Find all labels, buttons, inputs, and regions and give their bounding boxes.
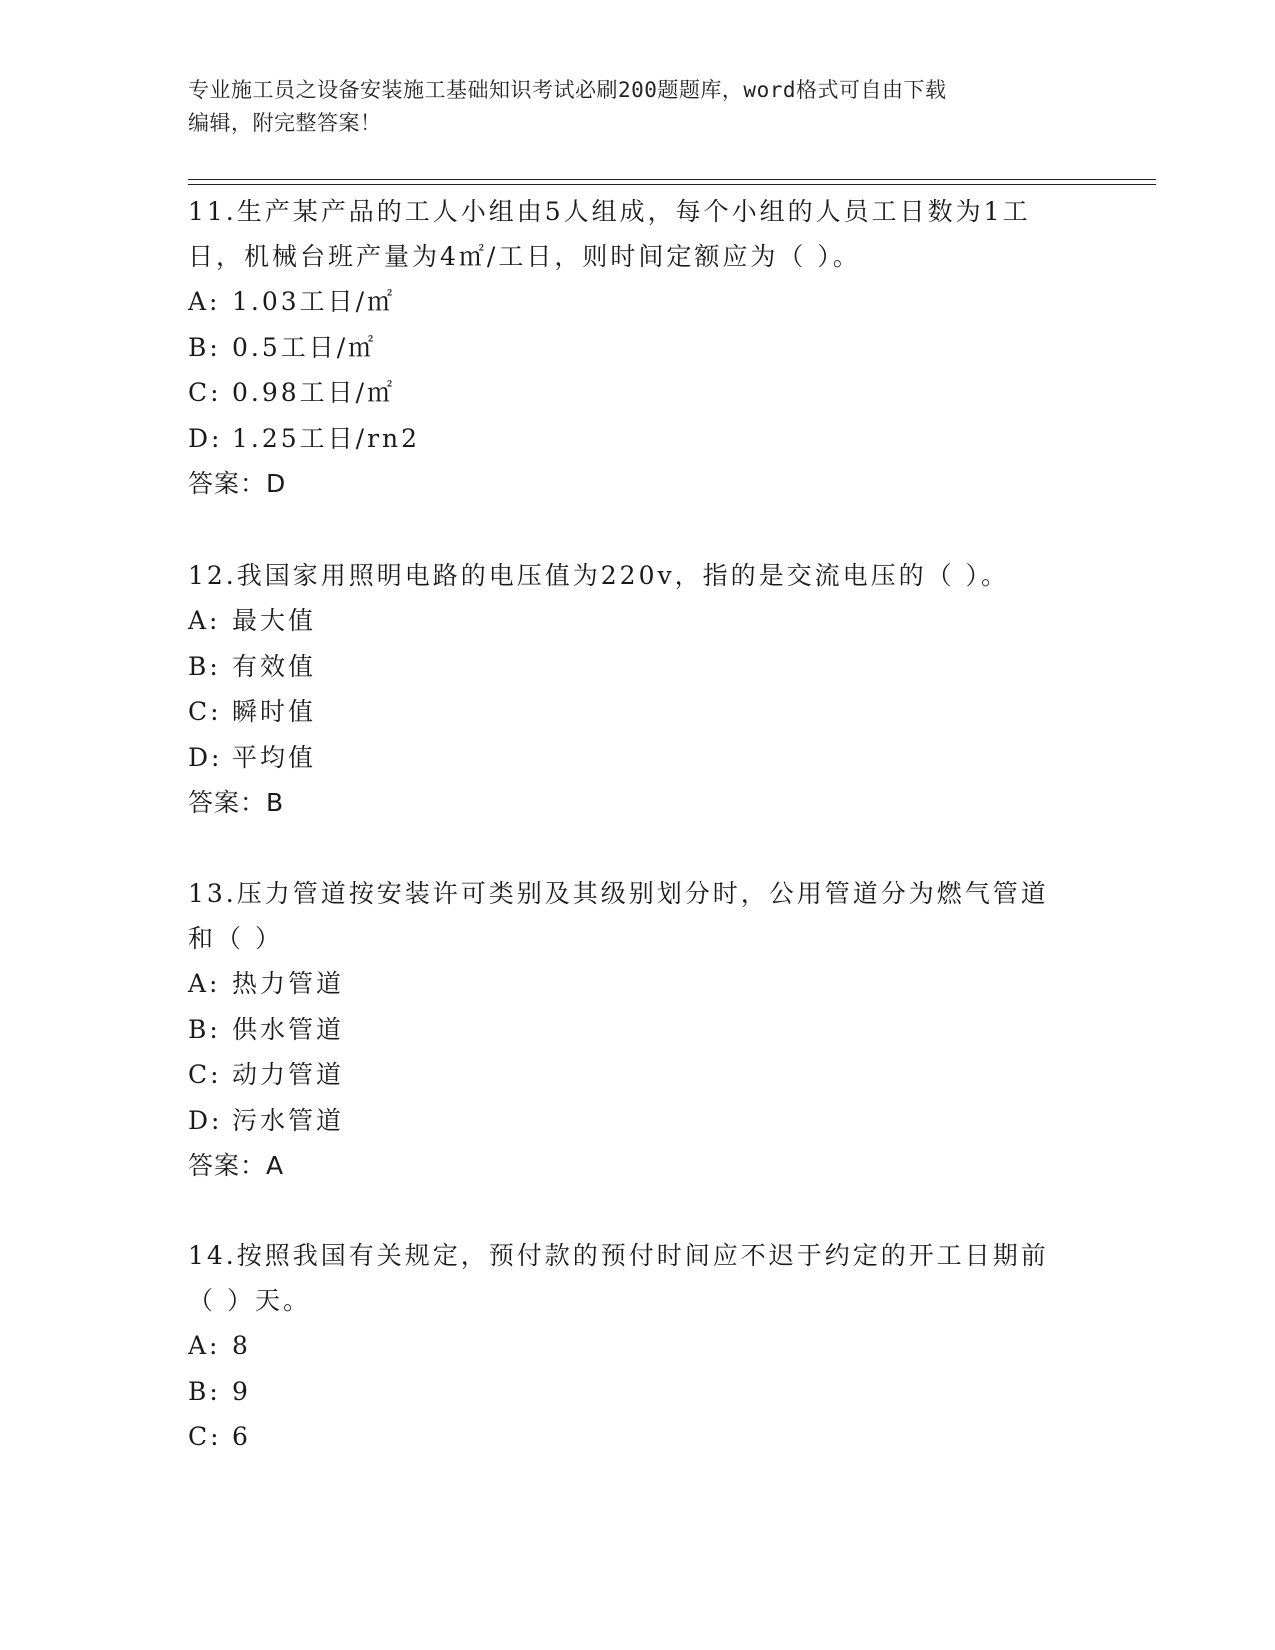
option-text: 8 [232,1331,251,1360]
option-letter: C: [188,697,222,726]
option-text: 最大值 [232,606,317,635]
question-stem-line: 12.我国家用照明电路的电压值为220v，指的是交流电压的（ ）。 [188,561,1010,590]
header-divider-bottom [188,184,1156,185]
option-text: 0.5工日/㎡ [232,332,377,362]
option-letter: B: [188,1014,221,1044]
header-line-2: 编辑，附完整答案！ [188,111,382,135]
option-letter: B: [188,651,221,681]
question-stem-line: 和（ ） [188,924,283,953]
option-letter: B: [188,332,221,362]
option-text: 瞬时值 [232,697,317,726]
document-header [188,74,1068,140]
option-text: 1.25工日/rn2 [232,423,421,453]
option-text: 平均值 [232,742,317,772]
question-stem-line: 11.生产某产品的工人小组由5人组成，每个小组的人员工日数为1工 [188,197,1031,226]
option-b [188,325,1068,371]
option-c [188,689,1068,735]
question-13 [188,871,1068,1188]
option-d [188,1098,1068,1144]
option-a [188,1323,1068,1369]
option-d [188,416,1068,462]
option-text: 有效值 [232,651,317,681]
question-stem-line: 日，机械台班产量为4㎡/工日，则时间定额应为（ ）。 [188,242,861,271]
header-divider-top [188,179,1156,180]
option-text: 污水管道 [232,1105,345,1135]
option-text: 0.98工日/㎡ [232,378,396,407]
option-text: 动力管道 [232,1060,345,1089]
option-letter: A: [188,287,221,316]
option-b [188,644,1068,690]
option-letter: D: [188,742,223,772]
option-c [188,1052,1068,1098]
answer-line: 答案：D [188,469,287,498]
option-letter: A: [188,969,221,998]
option-c [188,370,1068,416]
option-a [188,961,1068,1007]
option-d [188,735,1068,781]
option-a [188,279,1068,325]
question-stem-line: 13.压力管道按安装许可类别及其级别划分时，公用管道分为燃气管道 [188,879,1049,908]
question-14 [188,1233,1068,1460]
option-letter: D: [188,423,223,453]
option-letter: C: [188,378,222,407]
option-letter: C: [188,1422,222,1451]
header-line-1: 专业施工员之设备安装施工基础知识考试必刷200题题库，word格式可自由下载 [188,78,947,102]
option-letter: D: [188,1105,223,1135]
option-text: 9 [232,1376,251,1406]
question-11 [188,189,1068,506]
option-b [188,1007,1068,1053]
option-text: 热力管道 [232,969,345,998]
option-letter: B: [188,1376,221,1406]
question-stem-line: 14.按照我国有关规定，预付款的预付时间应不迟于约定的开工日期前 [188,1241,1049,1270]
option-letter: A: [188,1331,221,1360]
option-letter: A: [188,606,221,635]
option-b [188,1369,1068,1415]
option-text: 6 [232,1422,251,1451]
question-12 [188,553,1068,825]
question-stem-line: （ ）天。 [188,1286,311,1315]
option-letter: C: [188,1060,222,1089]
answer-line: 答案：A [188,1151,285,1180]
option-c [188,1414,1068,1460]
answer-line: 答案：B [188,788,285,817]
option-a [188,598,1068,644]
option-text: 1.03工日/㎡ [232,287,396,316]
option-text: 供水管道 [232,1014,345,1044]
